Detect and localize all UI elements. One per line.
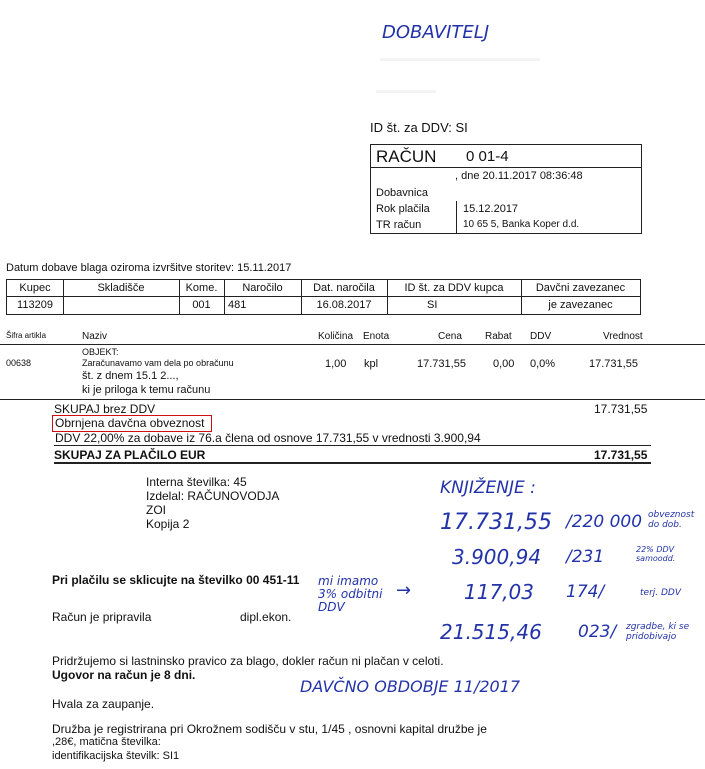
info-header-order-date: Dat. naročila — [313, 282, 375, 294]
item-vat: 0,0% — [530, 358, 556, 370]
item-discount: 0,00 — [493, 358, 515, 370]
thanks: Hvala za zaupanje. — [52, 697, 155, 711]
handwritten-tax-period: DAVČNO OBDOBJE 11/2017 — [300, 677, 521, 696]
items-header-name: Naziv — [82, 331, 108, 342]
handwritten-vat-note: mi imamo 3% odbitni DDV — [318, 574, 383, 614]
booking-amount-3: 117,03 — [464, 580, 534, 604]
item-desc-line-1: OBJEKT: — [82, 347, 119, 357]
booking-account-4: 023/ — [578, 622, 617, 642]
vat-line: DDV 22,00% za dobave iz 76.a člena od osnove 17.731,55 v vrednosti 3.900,94 — [55, 431, 481, 445]
booking-account-2: /231 — [566, 547, 605, 567]
booking-amount-4: 21.515,46 — [440, 620, 542, 644]
redacted-supplier-address — [376, 90, 436, 93]
booking-amount-1: 17.731,55 — [440, 510, 552, 535]
items-header-code: Šifra artikla — [6, 331, 47, 340]
booking-note-1: obveznost do dob. — [648, 510, 695, 530]
items-header-discount: Rabat — [485, 331, 512, 342]
info-order-date-value: 16.08.2017 — [316, 299, 372, 311]
handwritten-booking-title: KNJIŽENJE : — [440, 478, 536, 498]
ownership-clause: Pridržujemo si lastninsko pravico za blago, dokler račun ni plačan v celoti. — [52, 654, 444, 668]
item-price: 17.731,55 — [417, 358, 466, 370]
info-header-warehouse: Skladišče — [97, 282, 145, 294]
objection-period: Ugovor na račun je 8 dni. — [52, 668, 196, 682]
net-total-value: 17.731,55 — [594, 402, 648, 416]
registration-line-1: Družba je registrirana pri Okrožnem sodišču v stu, 1/45 , osnovni kapital družbe je — [52, 722, 487, 736]
info-taxpayer-value: je zavezanec — [548, 299, 613, 311]
payment-reference: Pri plačilu se sklicujte na številko 00 451-11 — [52, 573, 300, 587]
item-desc-line-3: št. z dnem 15.1 2..., — [82, 370, 179, 382]
booking-note-3: terj. DDV — [640, 588, 682, 598]
booking-note-4: zgradbe, ki se pridobivajo — [626, 622, 690, 642]
booking-account-1: /220 000 — [566, 512, 643, 532]
item-code: 00638 — [6, 358, 32, 368]
item-unit: kpl — [364, 358, 379, 370]
totals-bottom-divider — [54, 462, 651, 464]
booking-note-2: 22% DDV samoodd. — [636, 545, 676, 563]
prepared-by-line: Račun je pripravila — [52, 610, 152, 624]
reverse-charge-label: Obrnjena davčna obveznost — [55, 416, 205, 430]
item-qty: 1,00 — [325, 358, 347, 370]
net-total-label: SKUPAJ brez DDV — [54, 402, 156, 416]
items-header-unit: Enota — [363, 331, 390, 342]
delivery-note-label: Dobavnica — [376, 187, 428, 199]
item-desc-line-2: Zaračunavamo vam dela po obračunu — [82, 358, 234, 368]
booking-account-3: 174/ — [566, 582, 605, 602]
info-header-comm: Kome. — [185, 282, 218, 294]
info-header-taxpayer: Davčni zavezanec — [535, 282, 626, 294]
pay-total-value: 17.731,55 — [594, 448, 648, 462]
info-comm-value: 001 — [192, 299, 211, 311]
totals-divider — [54, 445, 651, 446]
items-header-qty: Količina — [318, 331, 354, 342]
info-header-buyer: Kupec — [19, 282, 51, 294]
prepared-by-title: dipl.ekon. — [240, 610, 292, 624]
invoice-title: RAČUN — [376, 147, 437, 166]
supplier-vat-id: ID št. za DDV: SI — [370, 120, 468, 135]
arrow-icon: → — [396, 580, 412, 601]
invoice-box — [370, 144, 642, 234]
copy-number: Kopija 2 — [146, 517, 190, 531]
item-desc-line-4: ki je priloga k temu računu — [82, 384, 211, 396]
pay-total-label: SKUPAJ ZA PLAČILO EUR — [54, 448, 206, 462]
department: ZOI — [146, 503, 166, 517]
invoice-number: 0 01-4 — [466, 148, 509, 165]
info-header-order: Naročilo — [242, 282, 283, 294]
due-date-value: 15.12.2017 — [463, 203, 519, 215]
bank-account-label: TR račun — [376, 219, 422, 231]
items-header-vat: DDV — [530, 331, 552, 342]
redacted-supplier-name — [380, 58, 540, 61]
registration-line-2: ,28€, matična številka: — [52, 736, 161, 748]
items-header-value: Vrednost — [603, 331, 643, 342]
prepared-by: Izdelal: RAČUNOVODJA — [146, 489, 280, 503]
invoice-box-header — [371, 145, 641, 168]
bank-account-value: 10 65 5, Banka Koper d.d. — [463, 219, 580, 230]
handwritten-supplier-label: DOBAVITELJ — [382, 22, 490, 43]
info-order-value: 481 — [228, 299, 247, 311]
internal-number: Interna številka: 45 — [146, 475, 247, 489]
item-value: 17.731,55 — [589, 358, 638, 370]
invoice-date-line: , dne 20.11.2017 08:36:48 — [455, 170, 583, 182]
customer-info-table — [6, 279, 641, 315]
info-header-buyer-vat: ID št. za DDV kupca — [404, 282, 504, 294]
delivery-date: Datum dobave blaga oziroma izvršitve storitev: 15.11.2017 — [6, 262, 292, 274]
due-date-label: Rok plačila — [376, 203, 430, 215]
info-buyer-value: 113209 — [17, 299, 53, 311]
registration-line-3: identifikacijska številk: SI1 — [52, 750, 180, 762]
items-header-price: Cena — [438, 331, 462, 342]
info-buyer-vat-value: SI — [427, 299, 438, 311]
items-bottom-divider — [0, 399, 705, 400]
booking-amount-2: 3.900,94 — [452, 545, 542, 569]
items-header-divider — [0, 344, 705, 345]
